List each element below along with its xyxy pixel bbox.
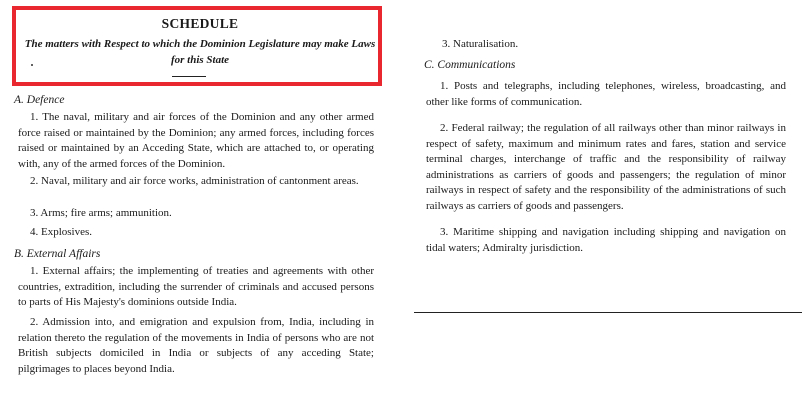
section-heading-communications: C. Communications (424, 59, 516, 71)
scan-speck (31, 64, 33, 66)
naturalisation-item: 3. Naturalisation. (442, 38, 519, 50)
external-affairs-item-1: 1. External affairs; the implementing of treaties and agreements with other countries, extradition, including the surrender of criminals and accused persons to parts of His Majesty's dominions outside India. (18, 265, 374, 309)
defence-item-2: 2. Naval, military and air force works, administration of cantonment areas. (30, 175, 359, 187)
schedule-subtitle: The matters with Respect to which the Dominion Legislature may make Laws for this State (24, 38, 376, 66)
section-heading-defence: A. Defence (14, 94, 65, 106)
communications-item-3: 3. Maritime shipping and navigation including shipping and navigation on tidal waters; Admiralty jurisdiction. (426, 226, 786, 254)
section-heading-external-affairs: B. External Affairs (14, 248, 101, 260)
communications-item-2: 2. Federal railway; the regulation of all railways other than minor railways in respect of safety, maximum and minimum rates and fares, station and service terminal charges, interchange of traffic and the responsibility of railway administrations as carriers of goods and passengers; the regulation of minor railways in respect of safety and the responsibility of the administrations of such railways as carriers of goods and passengers. (426, 122, 786, 212)
title-underline (172, 76, 206, 77)
communications-item-1: 1. Posts and telegraphs, including telephones, wireless, broadcasting, and other like forms of communication. (426, 80, 786, 108)
defence-item-1: 1. The naval, military and air forces of the Dominion and any other armed force raised or maintained by the Dominion; any armed forces, including forces raised or maintained by an Acceding State, which are attached to, or operating with, any of the armed forces of the Dominion. (18, 111, 374, 170)
defence-item-4: 4. Explosives. (30, 226, 93, 238)
left-page (0, 0, 400, 420)
schedule-title: SCHEDULE (161, 16, 239, 31)
defence-item-3: 3. Arms; fire arms; ammunition. (30, 207, 172, 219)
right-page (414, 0, 802, 420)
external-affairs-item-2: 2. Admission into, and emigration and expulsion from, India, including in relation thereto the regulation of the movements in India of persons who are not British subjects domiciled in India or subjects of any acceding State; pilgrimages to places beyond India. (18, 316, 374, 375)
page-rule (414, 312, 802, 313)
